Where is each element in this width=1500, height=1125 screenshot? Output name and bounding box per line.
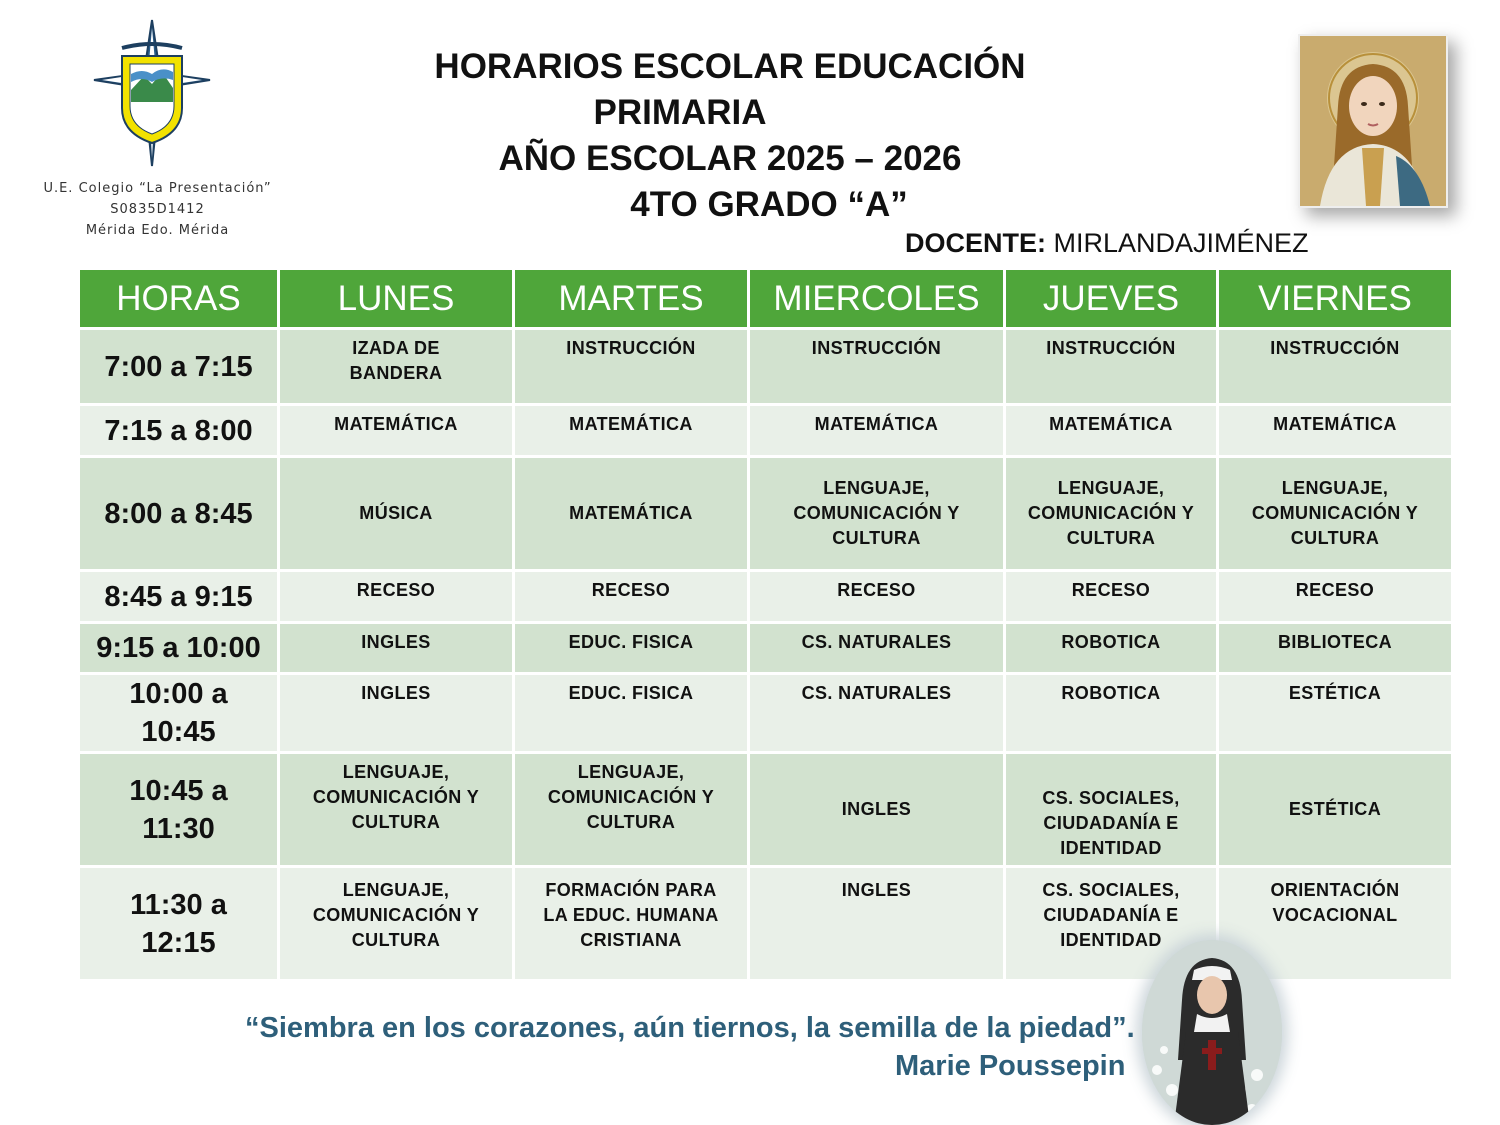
schedule-cell: LENGUAJE, COMUNICACIÓN Y CULTURA [279, 867, 514, 981]
schedule-cell: RECESO [514, 571, 749, 623]
title-line-3: AÑO ESCOLAR 2025 – 2026 [498, 139, 962, 178]
schedule-cell: INGLES [279, 674, 514, 753]
schedule-cell: INSTRUCCIÓN [1005, 329, 1218, 405]
title-line-4: 4TO GRADO “A” [630, 185, 908, 224]
schedule-cell: INGLES [749, 867, 1005, 981]
schedule-cell: FORMACIÓN PARA LA EDUC. HUMANA CRISTIANA [514, 867, 749, 981]
schedule-cell: MÚSICA [279, 457, 514, 571]
title-line-2: PRIMARIA [593, 93, 767, 132]
time-cell: 9:15 a 10:00 [79, 623, 279, 674]
teacher-line [905, 228, 1309, 259]
schedule-cell: MATEMÁTICA [514, 405, 749, 457]
time-cell: 11:30 a 12:15 [79, 867, 279, 981]
table-row [79, 623, 1453, 674]
schedule-header-row [79, 269, 1453, 329]
schedule-cell: LENGUAJE, COMUNICACIÓN Y CULTURA [279, 753, 514, 867]
schedule-cell: LENGUAJE, COMUNICACIÓN Y CULTURA [514, 753, 749, 867]
schedule-cell: INGLES [279, 623, 514, 674]
school-location: Mérida Edo. Mérida [85, 223, 230, 238]
schedule-cell: MATEMÁTICA [279, 405, 514, 457]
virgin-mary-portrait [1298, 34, 1448, 208]
time-cell: 7:00 a 7:15 [79, 329, 279, 405]
school-code: S0835D1412 [110, 202, 205, 217]
school-crest-logo [92, 18, 212, 168]
table-row [79, 457, 1453, 571]
schedule-table [77, 267, 1454, 982]
schedule-cell: EDUC. FISICA [514, 623, 749, 674]
header-martes: MARTES [514, 269, 749, 329]
header-viernes: VIERNES [1218, 269, 1453, 329]
schedule-cell: INSTRUCCIÓN [1218, 329, 1453, 405]
schedule-cell: LENGUAJE, COMUNICACIÓN Y CULTURA [749, 457, 1005, 571]
schedule-cell: ROBOTICA [1005, 623, 1218, 674]
table-row [79, 674, 1453, 753]
schedule-cell: LENGUAJE, COMUNICACIÓN Y CULTURA [1005, 457, 1218, 571]
footer-quote: “Siembra en los corazones, aún tiernos, la semilla de la piedad”. [245, 1012, 1135, 1044]
schedule-cell: MATEMÁTICA [1218, 405, 1453, 457]
table-row [79, 571, 1453, 623]
schedule-cell: MATEMÁTICA [514, 457, 749, 571]
schedule-cell: INGLES [749, 753, 1005, 867]
header-miercoles: MIERCOLES [749, 269, 1005, 329]
table-row [79, 405, 1453, 457]
schedule-cell: CS. SOCIALES, CIUDADANÍA E IDENTIDAD [1005, 753, 1218, 867]
schedule-cell: INSTRUCCIÓN [514, 329, 749, 405]
schedule-cell: EDUC. FISICA [514, 674, 749, 753]
schedule-cell: RECESO [279, 571, 514, 623]
table-row [79, 329, 1453, 405]
title-line-1: HORARIOS ESCOLAR EDUCACIÓN [434, 47, 1026, 86]
schedule-cell: INSTRUCCIÓN [749, 329, 1005, 405]
schedule-cell: ESTÉTICA [1218, 753, 1453, 867]
schedule-cell: RECESO [1005, 571, 1218, 623]
school-name: U.E. Colegio “La Presentación” [43, 181, 272, 196]
schedule-cell: ROBOTICA [1005, 674, 1218, 753]
schedule-cell: ORIENTACIÓN VOCACIONAL [1218, 867, 1453, 981]
header-jueves: JUEVES [1005, 269, 1218, 329]
time-cell: 8:45 a 9:15 [79, 571, 279, 623]
school-info [30, 178, 285, 241]
time-cell: 10:45 a 11:30 [79, 753, 279, 867]
footer-author: Marie Poussepin [895, 1050, 1126, 1082]
nun-portrait [1142, 940, 1282, 1125]
schedule-cell: BIBLIOTECA [1218, 623, 1453, 674]
schedule-cell: CS. SOCIALES, CIUDADANÍA E IDENTIDAD [1005, 867, 1218, 981]
schedule-cell: ESTÉTICA [1218, 674, 1453, 753]
schedule-cell: RECESO [749, 571, 1005, 623]
time-cell: 8:00 a 8:45 [79, 457, 279, 571]
document-title [380, 44, 1080, 228]
table-row [79, 753, 1453, 867]
schedule-cell: MATEMÁTICA [1005, 405, 1218, 457]
header-lunes: LUNES [279, 269, 514, 329]
schedule-cell: IZADA DE BANDERA [279, 329, 514, 405]
teacher-label: DOCENTE: [905, 228, 1046, 258]
schedule-cell: MATEMÁTICA [749, 405, 1005, 457]
schedule-cell: RECESO [1218, 571, 1453, 623]
schedule-cell: LENGUAJE, COMUNICACIÓN Y CULTURA [1218, 457, 1453, 571]
header-horas: HORAS [79, 269, 279, 329]
schedule-cell: CS. NATURALES [749, 623, 1005, 674]
time-cell: 7:15 a 8:00 [79, 405, 279, 457]
time-cell: 10:00 a 10:45 [79, 674, 279, 753]
teacher-name: MIRLANDAJIMÉNEZ [1053, 228, 1309, 258]
schedule-cell: CS. NATURALES [749, 674, 1005, 753]
